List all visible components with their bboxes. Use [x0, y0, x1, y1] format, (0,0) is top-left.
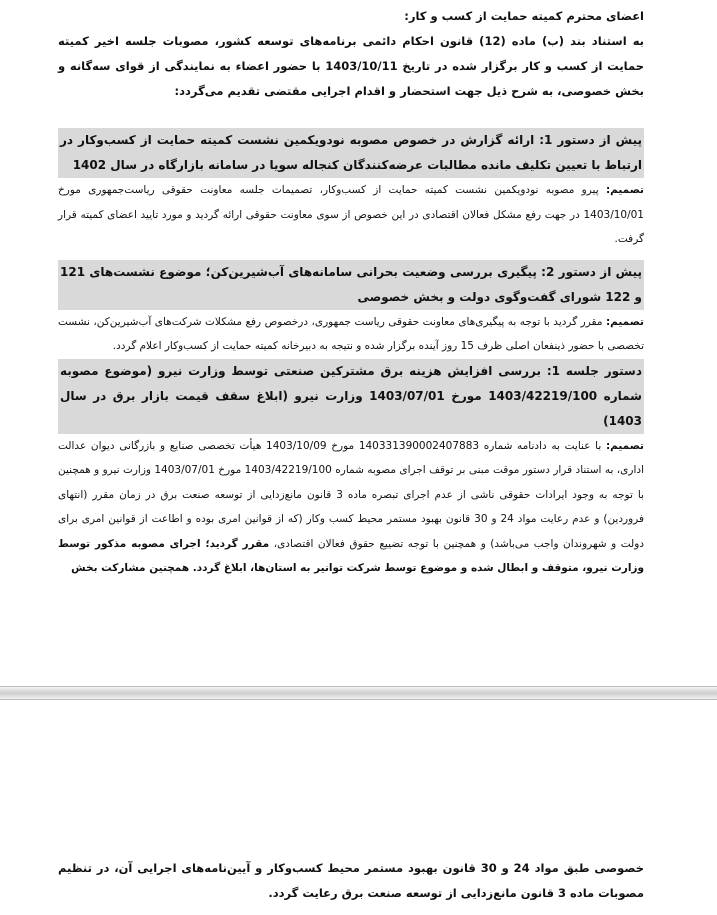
agenda-heading: پیش از دستور 2: پیگیری بررسی وضعیت بحرانی سامانه‌های آب‌شیرین‌کن؛ موضوع نشست‌های 121 و 122 شورای گفت‌وگوی دولت و بخش خصوصی: [58, 260, 644, 310]
intro-paragraph: به استناد بند (ب) ماده (12) قانون احکام دائمی برنامه‌های توسعه کشور، مصوبات جلسه اخیر کمیته حمایت از کسب و کار برگزار شده در تاریخ 1403/10/11 با حضور اعضاء به نمایندگی از قوای سه‌گانه و بخش خصوصی، به شرح ذیل جهت استحضار و اقدام اجرایی مقتضی تقدیم می‌گردد:: [58, 34, 645, 98]
decision-body: مقرر گردید با توجه به پیگیری‌های معاونت حقوقی ریاست جمهوری، درخصوص رفع مشکلات شرکت‌های آب‌شیرین‌کن، نشست تخصصی با حضور ذینفعان اصلی ظرف 15 روز آینده برگزار شده و نتیجه به دبیرخانه کمیته حمایت از کسب‌وکار اعلام گردد.: [58, 315, 644, 352]
agenda-item-2: [58, 260, 644, 359]
agenda-heading: پیش از دستور 1: ارائه گزارش در خصوص مصوبه نودویکمین نشست کمیته حمایت از کسب‌وکار در ارتباط با تعیین تکلیف مانده مطالبات عرضه‌کنندگان کنجاله سویا در سامانه بازارگاه در سال 1402: [58, 128, 644, 178]
page-two: [58, 856, 644, 906]
spacer: [58, 104, 644, 128]
decision-text: [58, 178, 644, 252]
agenda-heading: دستور جلسه 1: بررسی افزایش هزینه برق مشترکین صنعتی توسط وزارت نیرو (موضوع مصوبه شماره 1403/42219/100 مورخ 1403/07/01 وزارت نیرو (ابلاغ سقف قیمت بازار برق در سال 1403): [58, 359, 644, 434]
decision-resolution: مقرر گردید؛ اجرای مصوبه مذکور توسط وزارت نیرو، متوقف و ابطال شده و موضوع توسط شرکت توانیر به استان‌ها، ابلاغ گردد. همچنین مشارکت بخش: [58, 537, 644, 574]
decision-body: با عنایت به دادنامه شماره 140331390002407883 مورخ 1403/10/09 هیأت تخصصی صنایع و بازرگانی دیوان عدالت اداری، به استناد قرار دستور موقت مبنی بر توقف اجرای مصوبه شماره 1403/42219/100 مورخ 1403/07/01 وزارت نیرو و همچنین با توجه به وجود ایرادات حقوقی ناشی از عدم اجرای تبصره ماده 3 قانون مانع‌زدایی از توسعه صنعت برق در زمان مقرر (انتهای فروردین) و عدم رعایت مواد 24 و 30 قانون بهبود مستمر محیط کسب وکار (که از قوانین امری بوده و اطاعت از قوانین امری برای دولت و شهروندان واجب می‌باشد) و همچنین با توجه تضییع حقوق فعالان اقتصادی،: [58, 439, 644, 550]
page-one: [58, 0, 644, 581]
decision-label: تصمیم:: [605, 439, 645, 452]
greeting: اعضای محترم کمیته حمایت از کسب و کار:: [404, 9, 644, 23]
agenda-item-1: [58, 128, 644, 252]
decision-label: تصمیم:: [605, 184, 645, 196]
agenda-item-3: [58, 359, 644, 581]
decision-text: [58, 434, 644, 581]
page-break: [0, 686, 717, 700]
decision-label: تصمیم:: [605, 315, 645, 328]
decision-text: [58, 310, 644, 359]
continuation-paragraph: خصوصی طبق مواد 24 و 30 قانون بهبود مستمر محیط کسب‌وکار و آیین‌نامه‌های اجرایی آن، در تنظیم مصوبات ماده 3 قانون مانع‌زدایی از توسعه صنعت برق رعایت گردد.: [58, 861, 645, 900]
decision-body: پیرو مصوبه نودویکمین نشست کمیته حمایت از کسب‌وکار، تصمیمات جلسه معاونت حقوقی ریاست‌جمهوری مورخ 1403/10/01 در جهت رفع مشکل فعالان اقتصادی در این خصوص از سوی معاونت حقوقی ارائه گردید و مورد تایید اعضای کمیته قرار گرفت.: [58, 184, 644, 245]
